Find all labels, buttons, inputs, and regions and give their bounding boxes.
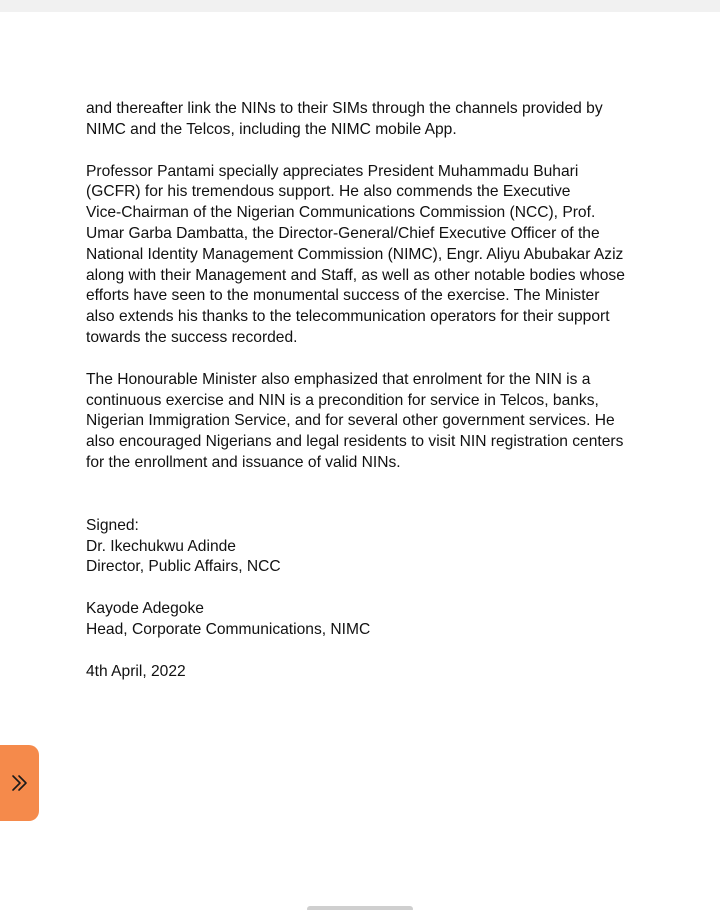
text-line: Nigerian Immigration Service, and for several other government services. He	[86, 412, 615, 430]
text-line: NIMC and the Telcos, including the NIMC mobile App.	[86, 120, 457, 138]
text-line: along with their Management and Staff, as well as other notable bodies whose	[86, 266, 625, 284]
text-line: also encouraged Nigerians and legal residents to visit NIN registration centers	[86, 433, 624, 451]
signatory-name: Dr. Ikechukwu Adinde	[86, 537, 236, 555]
text-line: and thereafter link the NINs to their SIMs through the channels provided by	[86, 100, 603, 117]
text-line: continuous exercise and NIN is a precondition for service in Telcos, banks,	[86, 391, 599, 409]
side-panel-expand-button[interactable]	[0, 745, 39, 821]
text-line: National Identity Management Commission (NIMC), Engr. Aliyu Abubakar Aziz	[86, 245, 624, 263]
text-line: also extends his thanks to the telecommunication operators for their support	[86, 308, 610, 326]
document-body	[86, 99, 646, 683]
signatory-name: Kayode Adegoke	[86, 600, 204, 618]
paragraph-enrolment	[86, 370, 646, 474]
paragraph-nin-linking	[86, 99, 646, 141]
signature-ncc	[86, 516, 646, 578]
paragraph-appreciation	[86, 162, 646, 349]
signatory-title: Head, Corporate Communications, NIMC	[86, 620, 371, 638]
text-line: The Honourable Minister also emphasized that enrolment for the NIN is a	[86, 370, 591, 388]
text-line: Professor Pantami specially appreciates President Muhammadu Buhari	[86, 162, 579, 180]
signatory-title: Director, Public Affairs, NCC	[86, 558, 281, 576]
text-line: for the enrollment and issuance of valid NINs.	[86, 453, 401, 471]
double-chevron-right-icon	[10, 773, 30, 793]
top-band	[0, 0, 720, 12]
document-date	[86, 662, 646, 683]
signature-nimc	[86, 599, 646, 641]
signed-label: Signed:	[86, 516, 139, 534]
text-line: efforts have seen to the monumental success of the exercise. The Minister	[86, 287, 600, 305]
date-text: 4th April, 2022	[86, 662, 186, 680]
text-line: towards the success recorded.	[86, 328, 298, 346]
text-line: (GCFR) for his tremendous support. He also commends the Executive	[86, 183, 571, 201]
text-line: Vice-Chairman of the Nigerian Communications Commission (NCC), Prof.	[86, 204, 596, 222]
home-indicator[interactable]	[307, 906, 413, 910]
text-line: Umar Garba Dambatta, the Director-General/Chief Executive Officer of the	[86, 224, 600, 242]
